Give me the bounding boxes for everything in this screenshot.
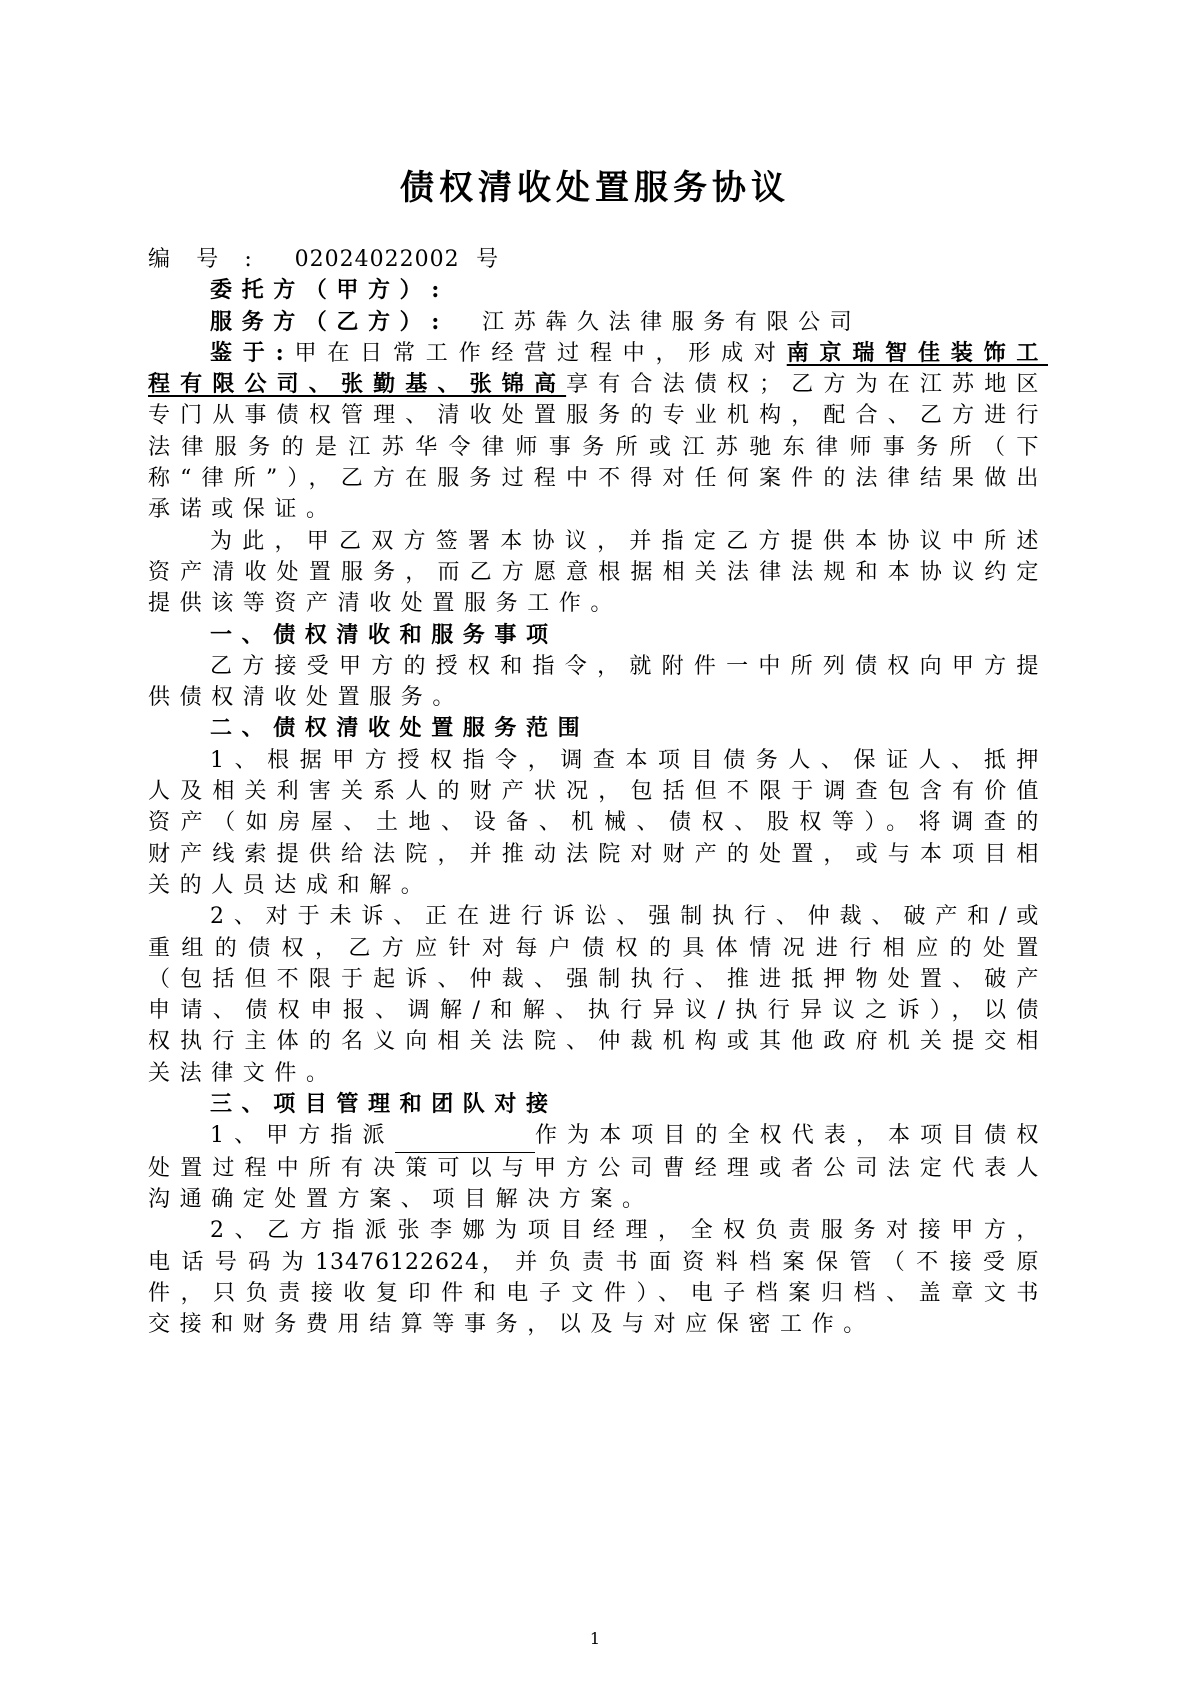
whereas-paragraph [148, 338, 1048, 526]
party-a-label: 委托方（甲方）: [210, 277, 449, 304]
whereas-text-1: 甲在日常工作经营过程中，形成对 [293, 340, 787, 366]
manager-phone: 13476122624 [315, 1249, 481, 1275]
whereas-text-2: 享有合法债权；乙方为在江苏地区专门从事债权管理、清收处置服务的专业机构，配合、乙方进行法律服务的是江苏华令律师事务所或江苏驰东律师事务所（下称“律所”），乙方在服务过程中不得对任何案件的法律结果做出承诺或保证。 [148, 372, 1048, 523]
whereas-debtors: 南京瑞智佳装饰工程有限公司、张勤基、张锦高 [148, 339, 1048, 398]
party-b-line [148, 307, 1048, 338]
section3-item1 [148, 1120, 1048, 1215]
contract-number-line [148, 244, 1048, 275]
section3-item2-text-a: 2、乙方指派张李娜为项目经理，全权负责服务对接甲方，电话号码为 [148, 1218, 1048, 1275]
whereas-label: 鉴于: [210, 339, 294, 366]
document-body [148, 244, 1048, 1340]
section1-heading: 一、债权清收和服务事项 [210, 621, 558, 648]
party-b-value: 江苏犇久法律服务有限公司 [482, 309, 862, 335]
representative-blank [395, 1120, 535, 1152]
section2-heading: 二、债权清收处置服务范围 [210, 715, 590, 742]
section2-item2: 2、对于未诉、正在进行诉讼、强制执行、仲裁、破产和/或重组的债权，乙方应针对每户债权的具体情况进行相应的处置（包括但不限于起诉、仲裁、强制执行、推进抵押物处置、破产申请、债权申报、调解/和解、执行异议/执行异议之诉），以债权执行主体的名义向相关法院、仲裁机构或其他政府机关提交相关法律文件。 [148, 904, 1048, 1086]
section3-item1-text-a: 1、甲方指派 [210, 1123, 395, 1149]
section3-heading: 三、项目管理和团队对接 [210, 1091, 558, 1118]
section2-item1: 1、根据甲方授权指令，调查本项目债务人、保证人、抵押人及相关利害关系人的财产状况，包括但不限于调查包含有价值资产（如房屋、土地、设备、机械、债权、股权等）。将调查的财产线索提供给法院，并推动法院对财产的处置，或与本项目相关的人员达成和解。 [148, 747, 1048, 898]
contract-number-suffix: 号 [476, 247, 508, 272]
section3-item2 [148, 1215, 1048, 1340]
section3-item1-text-b: 作为本项目的全权代表，本项目债权处置过程中所有决策可以与甲方公司曹经理或者公司法定代表人沟通确定处置方案、项目解决方案。 [148, 1123, 1048, 1212]
contract-number-label: 编 号 : [148, 247, 262, 272]
page-number: 1 [589, 1629, 601, 1648]
section1-text: 乙方接受甲方的授权和指令，就附件一中所列债权向甲方提供债权清收处置服务。 [148, 653, 1048, 711]
section3-item2-text-b: ，并负责书面资料档案保管（不接受原件，只负责接收复印件和电子文件）、电子档案归档、盖章文书交接和财务费用结算等事务，以及与对应保密工作。 [148, 1249, 1048, 1338]
party-b-label: 服务方（乙方）: [210, 308, 449, 335]
document-title: 债权清收处置服务协议 [400, 168, 790, 208]
therefore-paragraph: 为此，甲乙双方签署本协议，并指定乙方提供本协议中所述资产清收处置服务，而乙方愿意根据相关法律法规和本协议约定提供该等资产清收处置服务工作。 [148, 528, 1048, 617]
contract-number-value: 02024022002 [294, 247, 460, 272]
